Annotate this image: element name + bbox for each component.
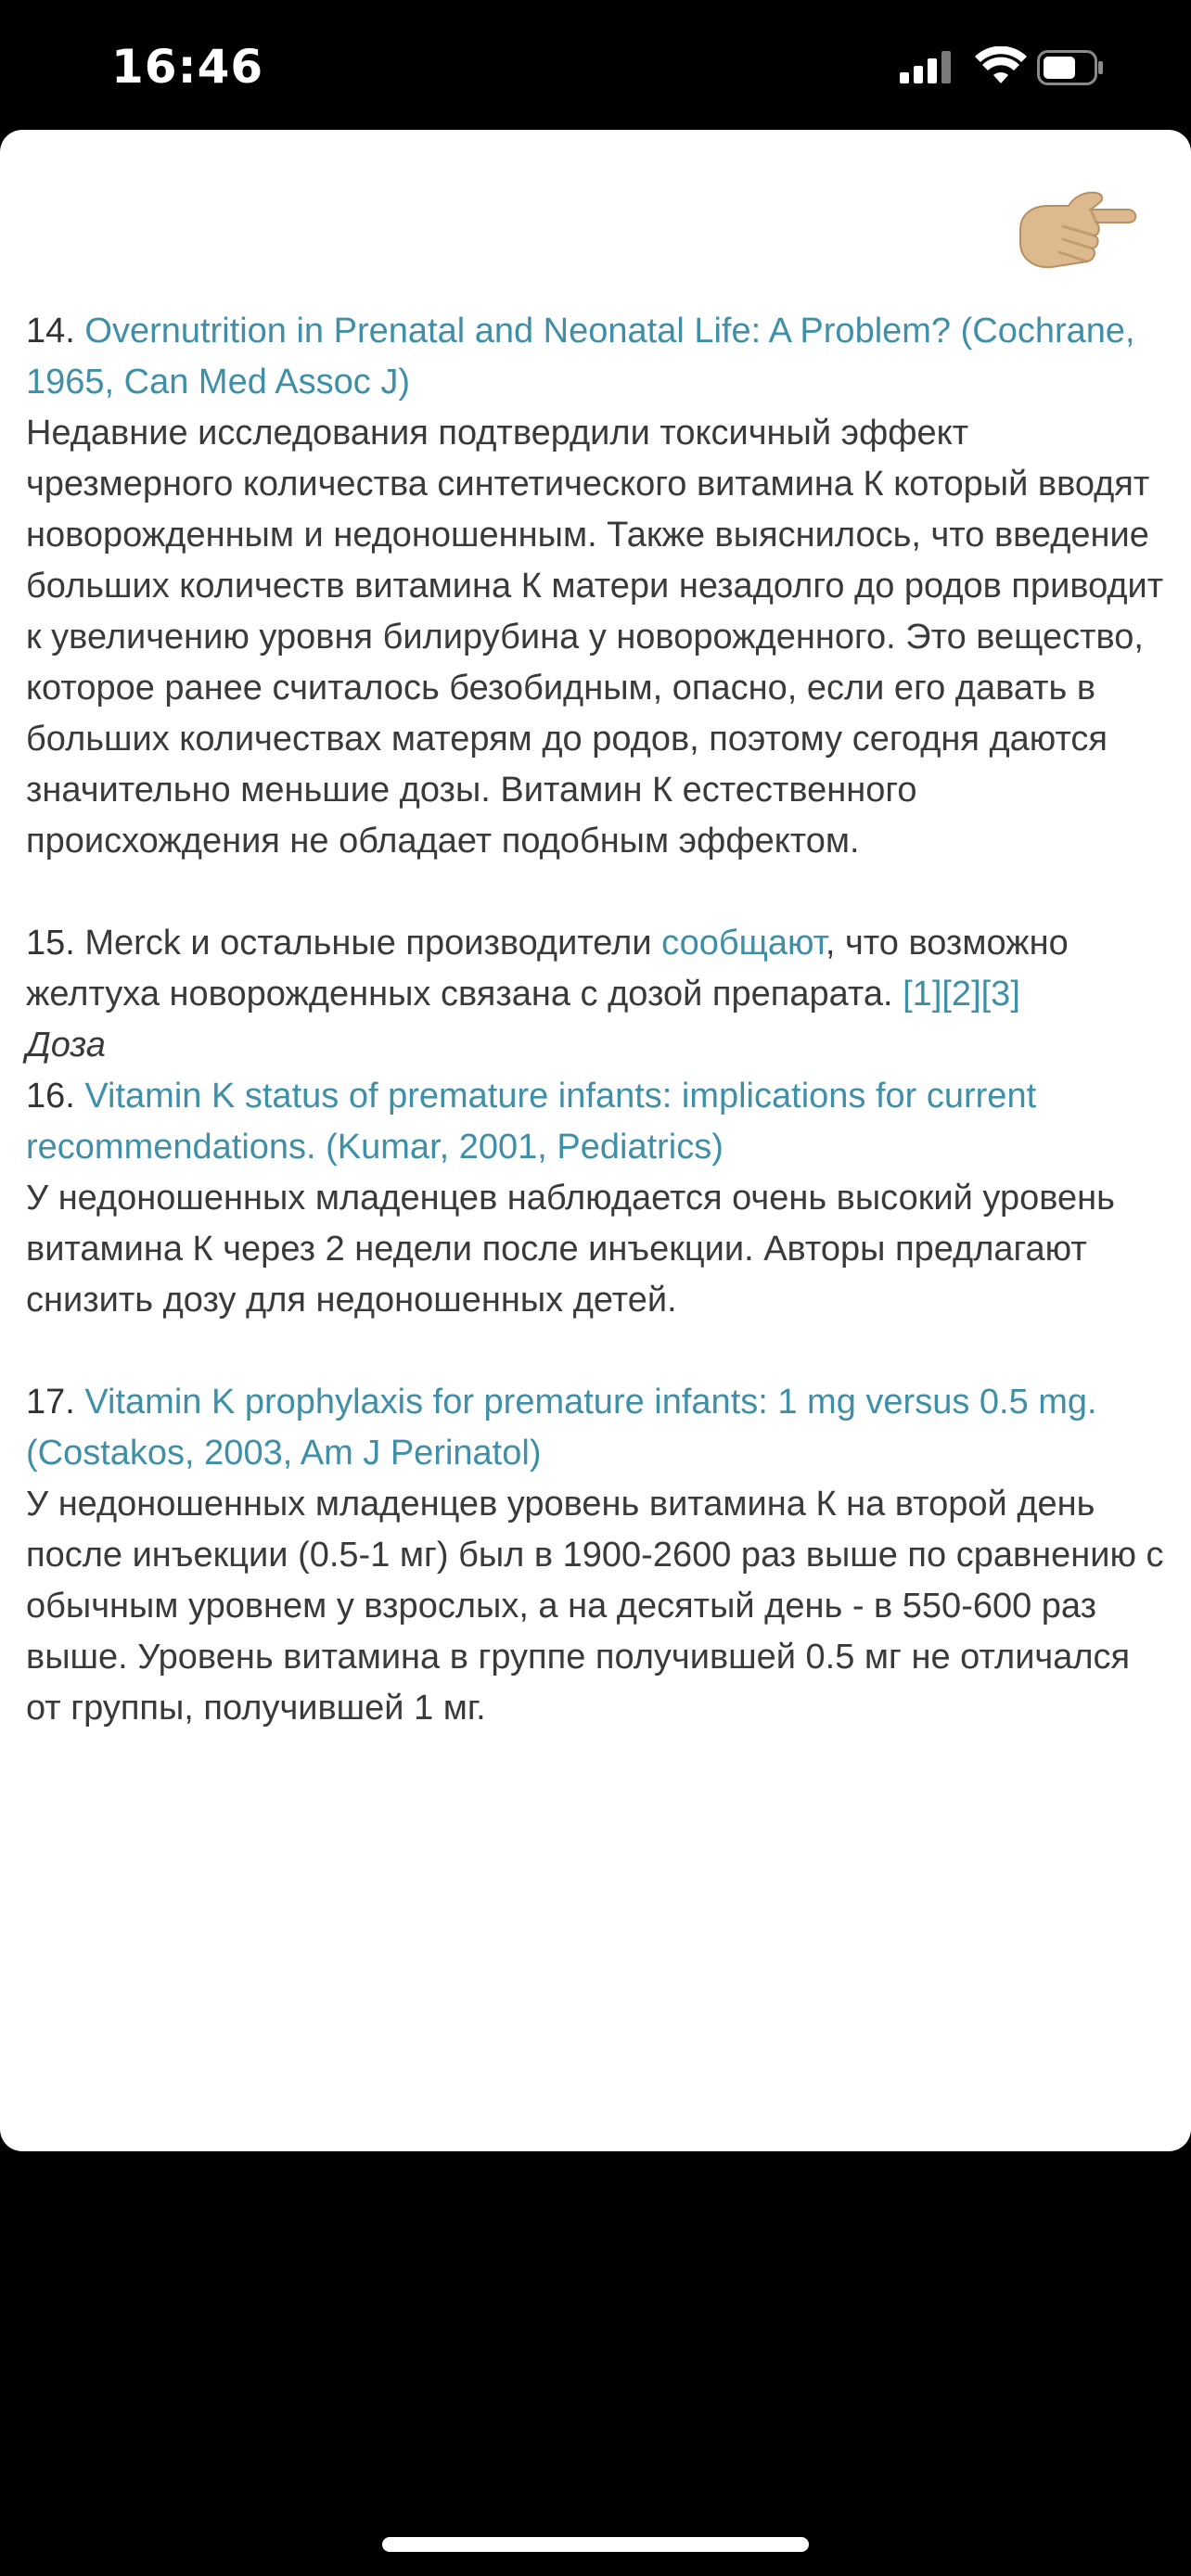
citation-link-3[interactable]: [3] xyxy=(980,975,1020,1014)
reference-number: 16. xyxy=(26,1077,75,1116)
references-list xyxy=(26,306,1169,1734)
status-bar xyxy=(0,0,1191,130)
signal-icon xyxy=(900,46,954,89)
status-time: 16:46 xyxy=(111,40,264,94)
citation-link-1[interactable]: [1] xyxy=(903,975,942,1014)
reference-16 xyxy=(26,1071,1169,1326)
reference-number: 14. xyxy=(26,312,75,351)
section-heading: Доза xyxy=(26,1026,106,1065)
reference-text: Недавние исследования подтвердили токсичный эффект чрезмерного количества синтетического витамина К который вводят новорожденным и недоношенным. Также выяснилось, что введение больших количеств витамина К матери незадолго до родов приводит к увеличению уровня билирубина у новорожденного. Это вещество, которое ранее считалось безобидным, опасно, если его давать в больших количествах матерям до родов, поэтому сегодня даются значительно меньшие дозы. Витамин К естественного происхождения не обладает подобным эффектом. xyxy=(26,414,1164,861)
reference-number: 15. xyxy=(26,924,75,963)
reference-text: У недоношенных младенцев наблюдается очень высокий уровень витамина К через 2 недели после инъекции. Авторы предлагают снизить дозу для недоношенных детей. xyxy=(26,1179,1115,1320)
reference-link[interactable]: Vitamin K prophylaxis for premature infants: 1 mg versus 0.5 mg. (Costakos, 2003, Am J Perinatol) xyxy=(26,1383,1097,1473)
reference-link[interactable]: сообщают xyxy=(661,924,826,963)
reference-number: 17. xyxy=(26,1383,75,1422)
reference-link[interactable]: Overnutrition in Prenatal and Neonatal Life: A Problem? (Cochrane, 1965, Can Med Assoc J) xyxy=(26,312,1135,402)
battery-icon xyxy=(1037,50,1104,85)
reference-text-after: , что возможно желтуха новорожденных связана с дозой препарата. xyxy=(26,924,1069,1014)
status-icons xyxy=(900,46,1122,89)
backhand-index-pointing-right-icon xyxy=(1011,185,1141,287)
reference-14 xyxy=(26,306,1169,867)
reference-17 xyxy=(26,1377,1169,1734)
home-indicator[interactable] xyxy=(382,2537,809,2552)
reference-15 xyxy=(26,918,1169,1020)
citation-link-2[interactable]: [2] xyxy=(941,975,981,1014)
content-card xyxy=(0,130,1191,2151)
reference-text: У недоношенных младенцев уровень витамина К на второй день после инъекции (0.5-1 мг) был в 1900-2600 раз выше по сравнению с обычным уровнем у взрослых, а на десятый день - в 550-600 раз выше. Уровень витамина в группе получившей 0.5 мг не отличался от группы, получившей 1 мг. xyxy=(26,1485,1164,1728)
reference-text-before: Merck и остальные производители xyxy=(84,924,652,963)
wifi-icon xyxy=(974,46,1028,89)
reference-link[interactable]: Vitamin K status of premature infants: implications for current recommendations. (Kumar, 2001, Pediatrics) xyxy=(26,1077,1037,1167)
